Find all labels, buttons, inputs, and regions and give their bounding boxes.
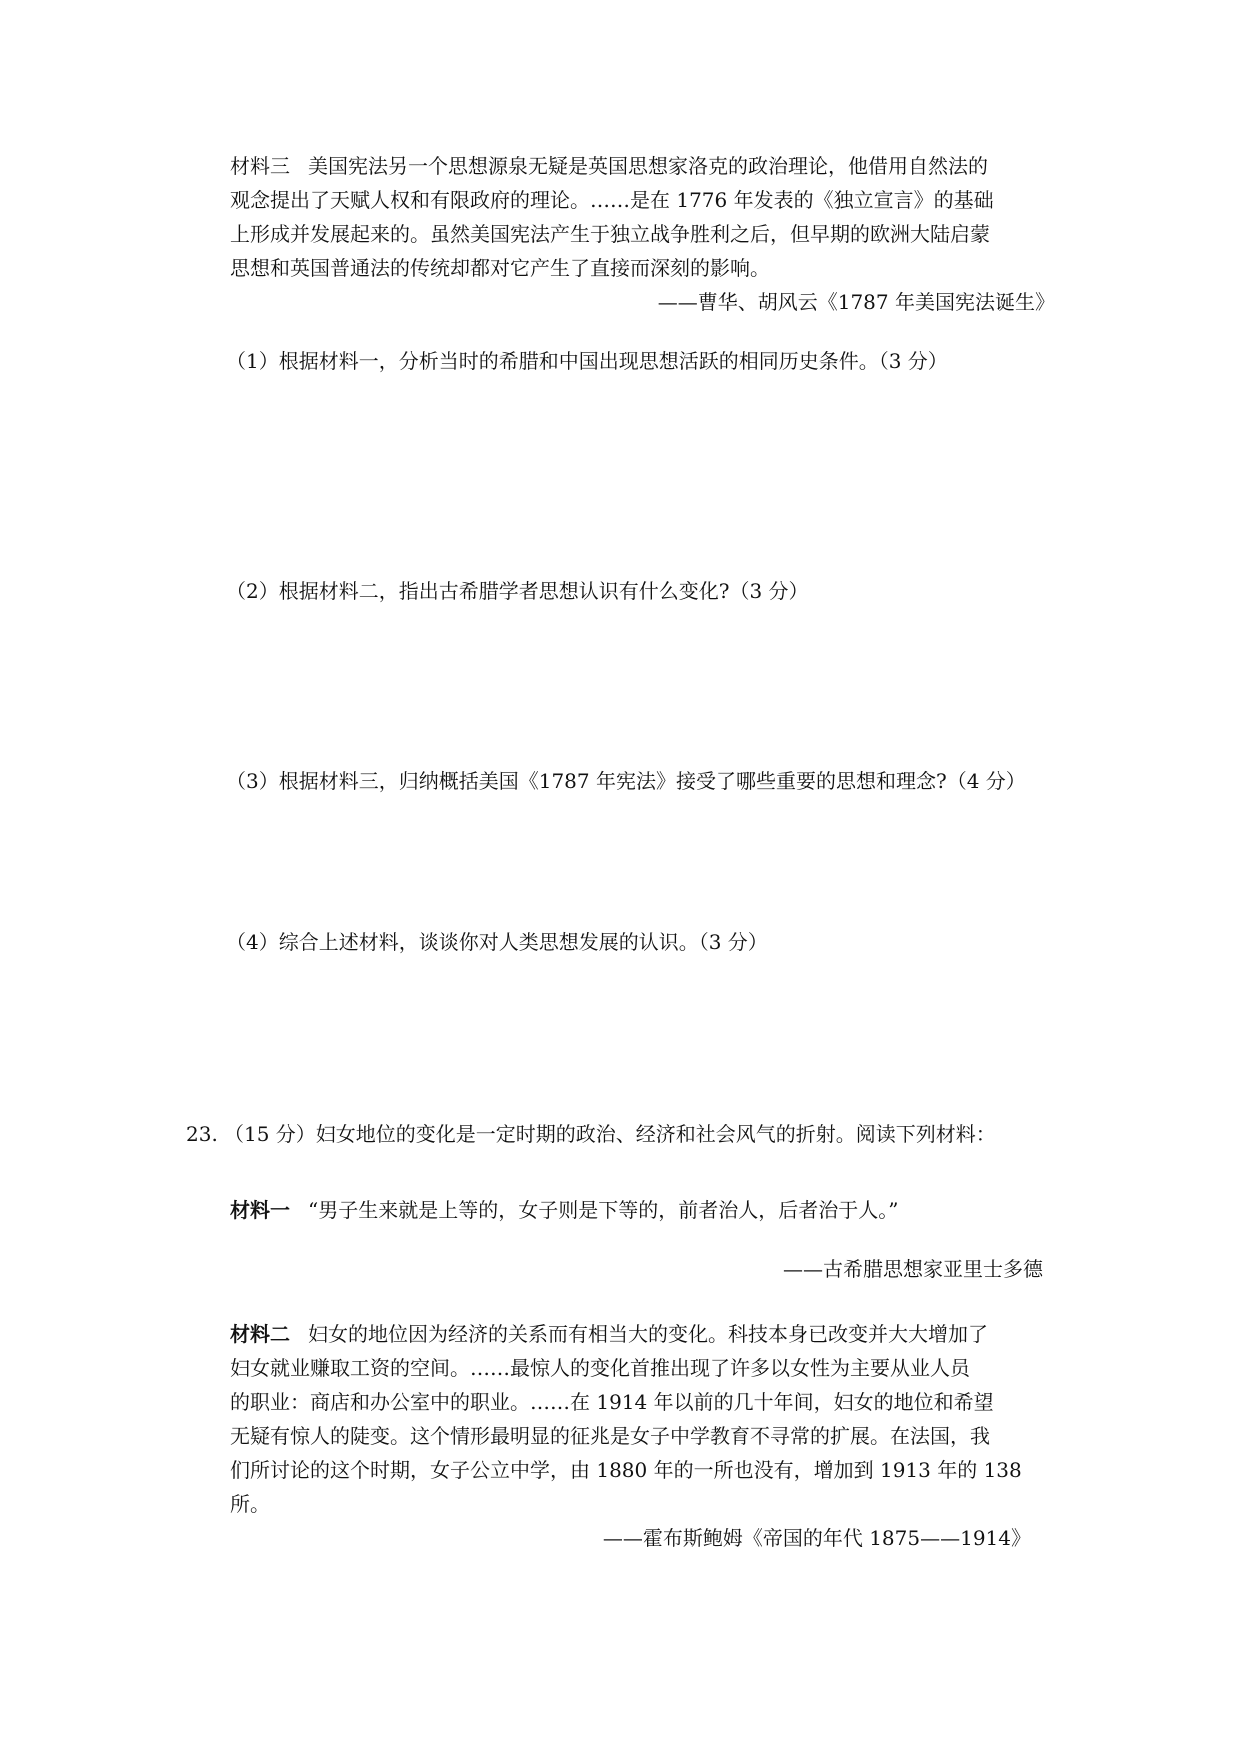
question-1: （1）根据材料一，分析当时的希腊和中国出现思想活跃的相同历史条件。（3 分） xyxy=(226,349,948,373)
q23-material2-line-6: 所。 xyxy=(230,1492,270,1516)
q23-material2-line-5: 们所讨论的这个时期，女子公立中学，由 1880 年的一所也没有，增加到 1913 年的 138 xyxy=(230,1458,1022,1482)
q23-stem: （15 分）妇女地位的变化是一定时期的政治、经济和社会风气的折射。阅读下列材料： xyxy=(224,1122,996,1146)
material3-source: ——曹华、胡风云《1787 年美国宪法诞生》 xyxy=(657,290,1055,314)
q23-material1-line xyxy=(230,1196,898,1224)
material3-line-3: 上形成并发展起来的。虽然美国宪法产生于独立战争胜利之后，但早期的欧洲大陆启蒙 xyxy=(230,222,990,246)
q23-material2-label: 材料二 xyxy=(230,1322,290,1346)
q23-material2-line-4: 无疑有惊人的陡变。这个情形最明显的征兆是女子中学教育不寻常的扩展。在法国，我 xyxy=(230,1424,990,1448)
q23-material1-label: 材料一 xyxy=(230,1198,290,1222)
q23-number: 23. xyxy=(186,1122,218,1146)
q23-header xyxy=(186,1120,996,1148)
material3-line-4: 思想和英国普通法的传统却都对它产生了直接而深刻的影响。 xyxy=(230,256,770,280)
material3-line-2: 观念提出了天赋人权和有限政府的理论。……是在 1776 年发表的《独立宣言》的基础 xyxy=(230,188,994,212)
question-3: （3）根据材料三，归纳概括美国《1787 年宪法》接受了哪些重要的思想和理念?（4 分） xyxy=(226,769,1026,793)
q23-material2-source: ——霍布斯鲍姆《帝国的年代 1875——1914》 xyxy=(602,1526,1031,1550)
q23-material1-text: “男子生来就是上等的，女子则是下等的，前者治人，后者治于人。” xyxy=(308,1198,899,1222)
q23-material2-text-1: 妇女的地位因为经济的关系而有相当大的变化。科技本身已改变并大大增加了 xyxy=(308,1322,988,1346)
material3-line-1 xyxy=(230,152,988,180)
q23-material2-line-2: 妇女就业赚取工资的空间。……最惊人的变化首推出现了许多以女性为主要从业人员 xyxy=(230,1356,970,1380)
q23-material2-line-1 xyxy=(230,1320,988,1348)
q23-material2-line-3: 的职业：商店和办公室中的职业。……在 1914 年以前的几十年间，妇女的地位和希望 xyxy=(230,1390,994,1414)
q23-material1-source: ——古希腊思想家亚里士多德 xyxy=(783,1257,1043,1281)
material3-label: 材料三 xyxy=(230,154,290,178)
question-2: （2）根据材料二，指出古希腊学者思想认识有什么变化?（3 分） xyxy=(226,579,809,603)
material3-text-1: 美国宪法另一个思想源泉无疑是英国思想家洛克的政治理论，他借用自然法的 xyxy=(308,154,988,178)
question-4: （4）综合上述材料，谈谈你对人类思想发展的认识。（3 分） xyxy=(226,930,768,954)
